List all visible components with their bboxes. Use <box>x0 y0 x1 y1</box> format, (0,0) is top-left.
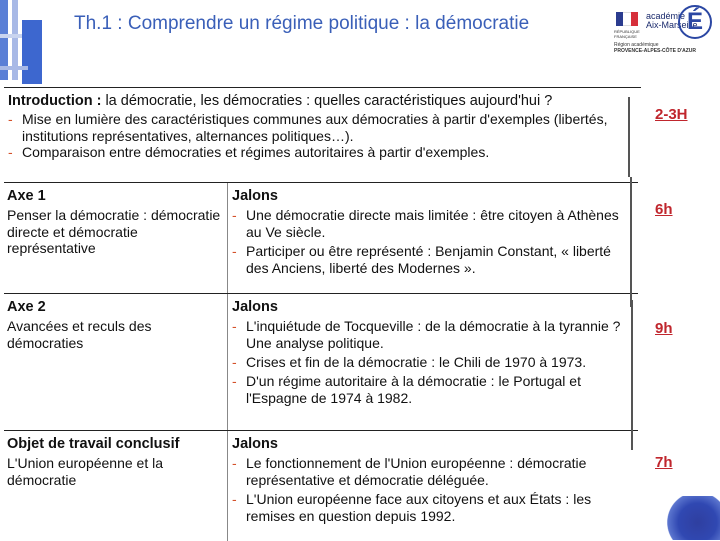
academy-emblem-icon: É <box>678 5 712 39</box>
axe-description: Penser la démocratie : démocratie directe et démocratie représentative <box>7 207 221 256</box>
french-flag-icon <box>616 12 638 26</box>
list-item: - L'inquiétude de Tocqueville : de la démocratie à la tyrannie ? Une analyse politique. <box>232 318 621 351</box>
hours-label: 9h <box>655 320 673 337</box>
academy-logo <box>612 4 716 54</box>
list-item: - Le fonctionnement de l'Union européenne : démocratie représentative et démocratie déléguée. <box>232 455 587 488</box>
axe-cell <box>4 183 228 293</box>
intro-heading: Introduction : la démocratie, les démocraties : quelles caractéristiques aujourd'hui ? <box>8 93 553 109</box>
region-text: Région académique PROVENCE-ALPES-CÔTE D'AZUR <box>614 42 697 54</box>
table-row <box>4 182 638 293</box>
axe-cell <box>4 431 228 541</box>
intro-list <box>8 111 634 161</box>
table-edge <box>631 300 633 450</box>
table-row <box>4 430 638 541</box>
list-item: - Participer ou être représenté : Benjamin Constant, « liberté des Anciens, liberté des Modernes ». <box>232 243 611 276</box>
jalons-title: Jalons <box>232 299 278 315</box>
axe-cell <box>4 294 228 430</box>
hours-label: 7h <box>655 454 673 471</box>
list-item: - Comparaison entre démocraties et régimes autoritaires à partir d'exemples. <box>8 144 490 160</box>
list-item: - Une démocratie directe mais limitée : être citoyen à Athènes au Ve siècle. <box>232 207 619 240</box>
jalons-cell <box>228 431 638 527</box>
list-item: - L'Union européenne face aux citoyens et aux États : les remises en question depuis 1992. <box>232 491 592 524</box>
decorative-map-shape <box>664 496 720 540</box>
decorative-bar <box>22 20 42 84</box>
axe-title: Axe 2 <box>7 299 46 315</box>
axe-title: Objet de travail conclusif <box>7 436 180 452</box>
decorative-bar <box>0 66 28 70</box>
axe-title: Axe 1 <box>7 188 46 204</box>
axe-description: Avancées et reculs des démocraties <box>7 318 152 351</box>
slide-title: Th.1 : Comprendre un régime politique : la démocratie <box>74 13 530 34</box>
table-row <box>4 293 638 430</box>
intro-section <box>4 88 638 182</box>
republic-text: RÉPUBLIQUE FRANÇAISE <box>614 29 640 39</box>
jalons-cell <box>228 183 638 279</box>
hours-label: 2-3H <box>655 106 688 123</box>
academy-name: académie Aix-Marseille <box>646 11 698 30</box>
table-edge <box>628 97 630 177</box>
list-item: - D'un régime autoritaire à la démocratie : le Portugal et l'Espagne de 1974 à 1982. <box>232 373 581 406</box>
jalons-title: Jalons <box>232 188 278 204</box>
jalons-cell <box>228 294 638 409</box>
list-item: - Crises et fin de la démocratie : le Chili de 1970 à 1973. <box>232 354 587 370</box>
jalons-title: Jalons <box>232 436 278 452</box>
axe-description: L'Union européenne et la démocratie <box>7 455 164 488</box>
hours-label: 6h <box>655 201 673 218</box>
program-table <box>4 87 641 540</box>
list-item: - Mise en lumière des caractéristiques communes aux démocraties à partir d'exemples (libertés, institutions représentatives, alternances politiques…). <box>8 111 608 144</box>
table-edge <box>630 177 632 307</box>
